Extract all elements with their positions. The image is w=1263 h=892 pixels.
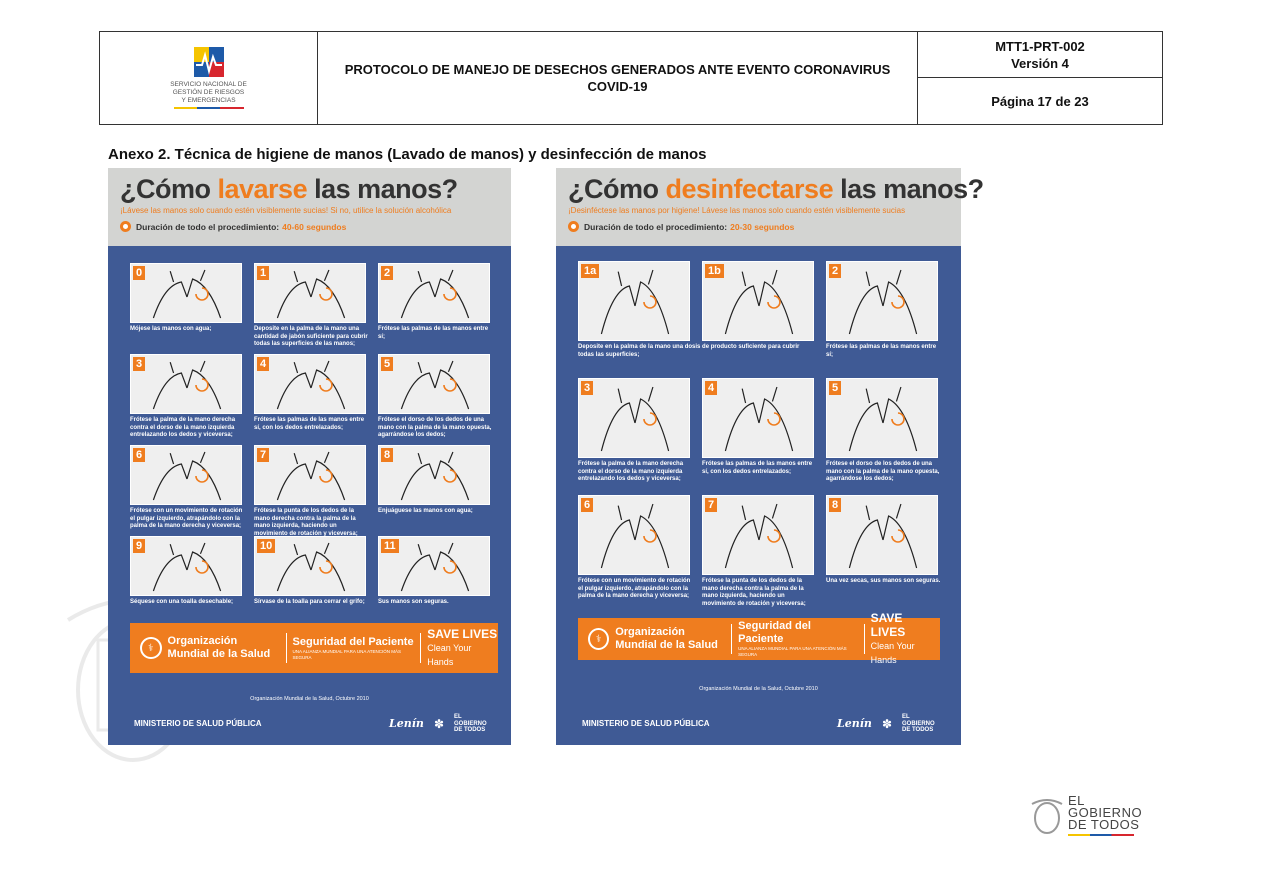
step-caption: Sírvase de la toalla para cerrar el grifo; [254,599,365,605]
step-number: 1b [705,264,724,278]
annex-title: Anexo 2. Técnica de higiene de manos (Lavado de manos) y desinfección de manos [108,146,707,163]
step-image [702,261,814,341]
hands-illustration-icon [579,379,691,459]
step-number: 1a [581,264,599,278]
gobierno-de-todos-logo: EL GOBIERNO DE TODOS [1030,795,1142,836]
step-image [378,536,490,596]
clock-icon [120,221,131,232]
hands-illustration-icon [255,446,367,506]
hands-illustration-icon [827,496,939,576]
step-number: 6 [133,448,145,462]
step-caption: Mójese las manos con agua; [130,326,212,332]
title-line-2: COVID-19 [587,79,648,94]
step-number: 2 [829,264,841,278]
step-image [254,445,366,505]
hands-illustration-icon [579,496,691,576]
step-caption: Frótese la punta de los dedos de la mano derecha contra la palma de la mano izquierda, haciendo un movimiento de rotación y viceversa; [702,578,806,607]
coat-of-arms-icon [1030,796,1064,836]
hands-illustration-icon [827,262,939,342]
step-number: 6 [581,498,593,512]
step-image [130,536,242,596]
poster-wash-subtitle: ¡Lávese las manos solo cuando estén visiblemente sucias! Si no, utilice la solución alcohólica [120,206,452,215]
poster-disinfect-date: Organización Mundial de la Salud, Octubre 2010 [699,686,818,692]
poster-disinfect-footer: MINISTERIO DE SALUD PÚBLICA Lenín ✽ EL GOBIERNO DE TODOS [582,714,935,733]
hands-illustration-icon [703,496,815,576]
step-caption: Séquese con una toalla desechable; [130,599,234,605]
document-title [318,32,918,124]
code: MTT1-PRT-002 [995,38,1085,54]
hands-illustration-icon [131,355,243,415]
step-number: 10 [257,539,275,553]
poster-wash-date: Organización Mundial de la Salud, Octubre 2010 [250,696,369,702]
poster-wash-footer: MINISTERIO DE SALUD PÚBLICA Lenín ✽ EL GOBIERNO DE TODOS [134,714,487,733]
poster-wash-title: ¿Cómo lavarse las manos? [120,174,458,204]
step-caption: Frótese la palma de la mano derecha contra el dorso de la mano izquierda entrelazando los dedos y viceversa; [578,461,684,482]
step-caption: Frótese las palmas de las manos entre sí, con los dedos entrelazados; [702,461,813,475]
who-emblem-icon: ⚕ [588,628,609,650]
who-banner: ⚕ Organización Mundial de la Salud Seguridad del Paciente UNA ALIANZA MUNDIAL PARA UNA ATENCIÓN MÁS SEGURA SAVE LIVES Clean Your Hands [578,618,940,660]
page-number: Página 17 de 23 [991,93,1089,109]
toda-una-vida-icon: ✽ [433,716,444,731]
step-number: 7 [257,448,269,462]
step-number: 5 [829,381,841,395]
hands-illustration-icon [131,537,243,597]
step-image [702,495,814,575]
clock-icon [568,221,579,232]
hands-illustration-icon [379,355,491,415]
hands-illustration-icon [131,446,243,506]
step-image [130,354,242,414]
step-image [578,261,690,341]
poster-disinfect-subtitle: ¡Desinféctese las manos por higiene! Lávese las manos solo cuando estén visiblemente sucias [568,206,906,215]
step-number: 0 [133,266,145,280]
step-caption: Frótese con un movimiento de rotación el pulgar izquierdo, atrapándolo con la palma de la mano derecha y viceversa; [578,578,691,599]
step-caption: Frótese con un movimiento de rotación el pulgar izquierdo, atrapándolo con la palma de la mano derecha y viceversa; [130,508,243,529]
hands-illustration-icon [379,264,491,324]
step-caption: Frótese las palmas de las manos entre sí; [826,344,937,358]
step-caption: Frótese la palma de la mano derecha contra el dorso de la mano izquierda entrelazando los dedos y viceversa; [130,417,236,438]
step-number: 7 [705,498,717,512]
step-image [826,378,938,458]
step-caption: Frótese la punta de los dedos de la mano derecha contra la palma de la mano izquierda, haciendo un movimiento de rotación y viceversa; [254,508,358,537]
step-caption: Deposite en la palma de la mano una cantidad de jabón suficiente para cubrir todas las superficies de las manos; [254,326,368,347]
org-name-1: SERVICIO NACIONAL DE [170,81,247,88]
poster-disinfect-hands [556,168,984,745]
poster-wash-hands [108,168,511,745]
step-image [254,536,366,596]
org-logo [100,32,318,124]
step-image [130,445,242,505]
document-code [918,32,1162,78]
document-header [99,31,1163,125]
step-number: 2 [381,266,393,280]
flag-bar [174,107,244,109]
step-caption: Sus manos son seguras. [378,599,449,605]
step-caption: Frótese el dorso de los dedos de una mano con la palma de la mano opuesta, agarrándose los dedos; [378,417,492,438]
step-caption: Frótese las palmas de las manos entre sí, con los dedos entrelazados; [254,417,365,431]
step-number: 3 [581,381,593,395]
poster-disinfect-title: ¿Cómo desinfectarse las manos? [568,174,984,204]
hands-illustration-icon [131,264,243,324]
step-image [826,495,938,575]
step-image [578,495,690,575]
hands-illustration-icon [255,355,367,415]
step-image [378,445,490,505]
org-name-2: GESTIÓN DE RIESGOS [172,89,245,96]
hands-illustration-icon [703,379,815,459]
step-caption: Enjuáguese las manos con agua; [378,508,473,514]
step-caption: Una vez secas, sus manos son seguras. [826,578,941,584]
step-image [254,354,366,414]
org-name-3: Y EMERGENCIAS [181,97,236,104]
step-image [702,378,814,458]
step-image [378,354,490,414]
step-image [130,263,242,323]
step-caption: Deposite en la palma de la mano una dosis de producto suficiente para cubrir todas las superficies; [578,344,800,358]
poster-disinfect-duration: Duración de todo el procedimiento: 20-30 segundos [568,221,953,232]
step-caption: Frótese las palmas de las manos entre sí; [378,326,489,340]
step-number: 8 [829,498,841,512]
title-line-1: PROTOCOLO DE MANEJO DE DESECHOS GENERADOS ANTE EVENTO CORONAVIRUS [344,62,891,77]
hands-illustration-icon [827,379,939,459]
step-number: 5 [381,357,393,371]
step-number: 1 [257,266,269,280]
who-emblem-icon: ⚕ [140,637,162,659]
step-image [378,263,490,323]
step-image [578,378,690,458]
step-number: 3 [133,357,145,371]
step-number: 11 [381,539,399,553]
hands-illustration-icon [379,446,491,506]
step-caption: Frótese el dorso de los dedos de una mano con la palma de la mano opuesta, agarrándose los dedos; [826,461,940,482]
step-number: 8 [381,448,393,462]
poster-wash-duration: Duración de todo el procedimiento: 40-60 segundos [120,221,503,232]
step-number: 4 [705,381,717,395]
who-banner: ⚕ Organización Mundial de la Salud Seguridad del Paciente UNA ALIANZA MUNDIAL PARA UNA ATENCIÓN MÁS SEGURA SAVE LIVES Clean Your Hands [130,623,498,673]
hands-illustration-icon [255,264,367,324]
step-number: 9 [133,539,145,553]
step-number: 4 [257,357,269,371]
toda-una-vida-icon: ✽ [881,716,892,731]
step-image [254,263,366,323]
snger-logo-icon [194,47,224,77]
step-image [826,261,938,341]
version: Versión 4 [1011,55,1069,71]
